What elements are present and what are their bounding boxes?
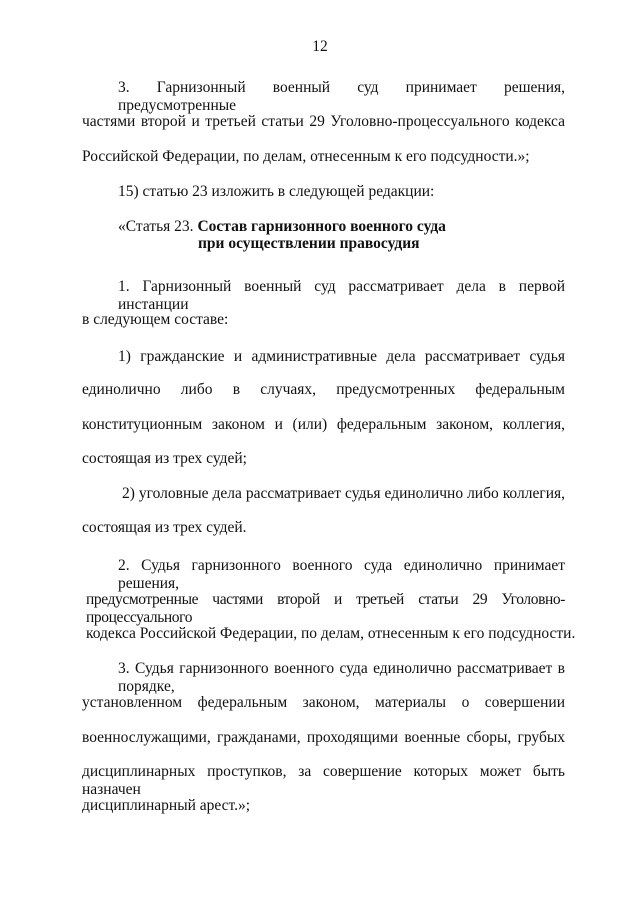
- paragraph-line: военнослужащими, гражданами, проходящими военные сборы, грубых: [82, 729, 565, 746]
- paragraph-line: единолично либо в случаях, предусмотренных федеральным: [82, 381, 565, 398]
- paragraph-line: кодекса Российской Федерации, по делам, отнесенным к его подсудности.: [86, 625, 576, 642]
- paragraph-line: частями второй и третьей статьи 29 Уголовно-процессуального кодекса: [82, 113, 565, 130]
- page-number: 12: [312, 38, 328, 55]
- paragraph-line: 3. Судья гарнизонного военного суда единолично рассматривает в порядке,: [118, 660, 565, 695]
- paragraph-line: Российской Федерации, по делам, отнесенным к его подсудности.»;: [82, 148, 530, 165]
- paragraph-line: дисциплинарных проступков, за совершение которых может быть назначен: [82, 763, 565, 798]
- article-number: «Статья 23.: [118, 218, 198, 235]
- paragraph-line: установленном федеральным законом, материалы о совершении: [82, 694, 565, 711]
- paragraph-line: дисциплинарный арест.»;: [82, 797, 251, 814]
- paragraph-line: предусмотренные частями второй и третьей статьи 29 Уголовно-процессуального: [86, 591, 565, 626]
- paragraph-line: 2. Судья гарнизонного военного суда единолично принимает решения,: [118, 557, 565, 592]
- paragraph-line: состоящая из трех судей.: [82, 519, 247, 536]
- article-title-line-2: при осуществлении правосудия: [198, 235, 420, 252]
- paragraph-line: 2) уголовные дела рассматривает судья единолично либо коллегия,: [122, 485, 565, 502]
- paragraph-line: 3. Гарнизонный военный суд принимает решения, предусмотренные: [118, 79, 565, 114]
- paragraph-line: 15) статью 23 изложить в следующей редакции:: [118, 183, 435, 200]
- paragraph-line: в следующем составе:: [82, 311, 229, 328]
- paragraph-line: состоящая из трех судей;: [82, 450, 247, 467]
- article-title: Состав гарнизонного военного суда: [197, 218, 446, 235]
- article-heading: [118, 218, 446, 236]
- paragraph-line: конституционным законом и (или) федеральным законом, коллегия,: [82, 416, 565, 433]
- paragraph-line: 1) гражданские и административные дела рассматривает судья: [118, 348, 565, 365]
- paragraph-line: 1. Гарнизонный военный суд рассматривает дела в первой инстанции: [118, 278, 565, 313]
